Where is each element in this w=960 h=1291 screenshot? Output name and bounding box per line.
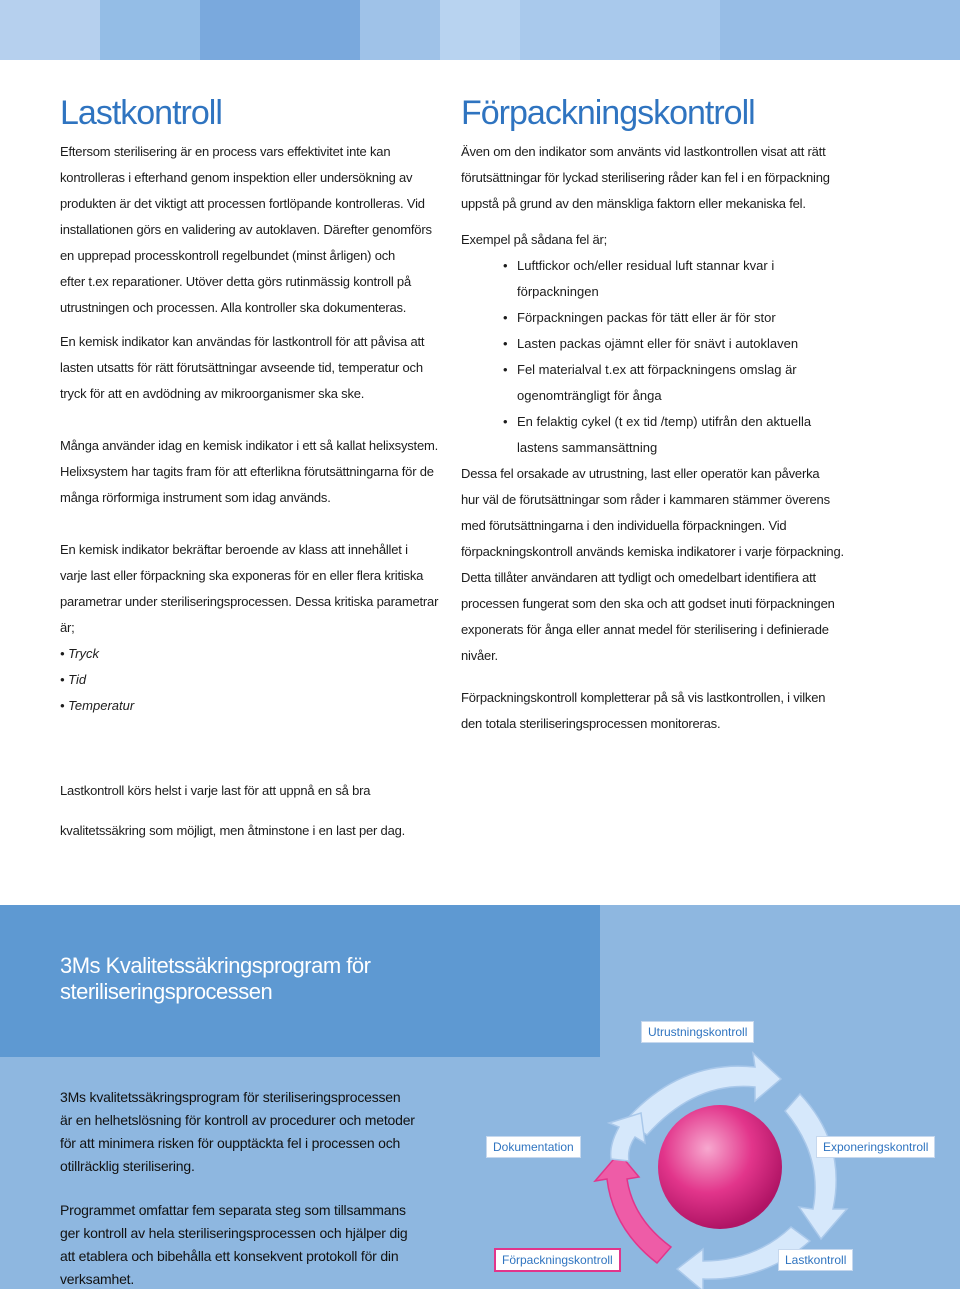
arrow-right — [785, 1094, 847, 1239]
left-para-3: Många använder idag en kemisk indikator i ett så kallat helixsystem. Helixsystem har tagits fram för att efterlikna förutsättningarna för de många rörformiga instrument som idag används. — [60, 438, 439, 505]
left-para-1: Eftersom sterilisering är en process vars effektivitet inte kan kontrolleras i efterhand genom inspektion eller undersökning av produkten är det viktigt att processen fortlöpande kontrolleras. Vid installationen görs en validering av autoklaven. Därefter genomförs en upprepad processkontroll regelbundet (minst årligen) och efter t.ex reparationer. Utöver detta görs rutinmässig kontroll på utrustningen och processen. Alla kontroller ska dokumenteras. — [60, 144, 432, 315]
center-sphere — [658, 1105, 782, 1229]
program-description-2: Programmet omfattar fem separata steg som tillsammans ger kontroll av hela steriliseringsprocessen och hjälper dig att etablera och bibehålla ett konsekvent protokoll för din verksamhet. — [60, 1202, 408, 1287]
left-para-4: En kemisk indikator bekräftar beroende av klass att innehållet i varje last eller förpackning ska exponeras för en eller flera kritiska parametrar under steriliseringsprocessen. Dessa kritiska parametrar är; — [60, 542, 439, 635]
list-item: • Tid — [60, 672, 87, 687]
right-para-1: Även om den indikator som använts vid lastkontrollen visat att rätt förutsättningar för lyckad sterilisering råder kan fel i en förpackning uppstå på grund av den mänskliga faktorn eller mekaniska fel. — [461, 144, 830, 211]
lastkontroll-summary: Lastkontroll körs helst i varje last för att uppnå en så bra kvalitetssäkring som möjligt, men åtminstone i en last per dag. — [60, 783, 406, 838]
cycle-label-utrustningskontroll: Utrustningskontroll — [641, 1021, 754, 1043]
list-item: • Tryck — [60, 646, 99, 661]
forpackningskontroll-heading: Förpackningskontroll — [461, 94, 755, 132]
cycle-label-lastkontroll: Lastkontroll — [778, 1249, 853, 1271]
left-para-2: En kemisk indikator kan användas för lastkontroll för att påvisa att lasten utsatts för rätt förutsättningar avseende tid, temperatur och tryck för att en avdödning av mikroorganismer ska ske. — [60, 334, 425, 401]
examples-intro: Exempel på sådana fel är; — [461, 232, 608, 247]
program-description-1: 3Ms kvalitetssäkringsprogram för steriliseringsprocessen är en helhetslösning för kontroll av procedurer och metoder för att minimera risken för oupptäckta fel i processen och otillräcklig sterilisering. — [60, 1089, 415, 1174]
cycle-label-exponeringskontroll: Exponeringskontroll — [816, 1136, 935, 1158]
list-item: • Temperatur — [60, 698, 135, 713]
cycle-label-dokumentation: Dokumentation — [486, 1136, 581, 1158]
right-para-3: Förpackningskontroll kompletterar på så vis lastkontrollen, i vilken den totala steriliseringsprocessen monitoreras. — [461, 690, 826, 731]
cycle-label-forpackningskontroll: Förpackningskontroll — [494, 1248, 621, 1272]
arrow-left — [609, 1113, 645, 1161]
list-item: • Luftfickor och/eller residual luft stannar kvar i förpackningen — [503, 258, 775, 299]
critical-parameters-list — [60, 641, 445, 719]
error-examples-list — [461, 253, 901, 461]
list-item: • Förpackningen packas för tätt eller är för stor — [503, 310, 776, 325]
right-para-2: Dessa fel orsakade av utrustning, last eller operatör kan påverka hur väl de förutsättningar som råder i kammaren stämmer överens med förutsättningarna i den individuella förpackningen. Vid förpackningskontroll används kemiska indikatorer i varje förpackning. Detta tillåter användaren att tydligt och omedelbart identifiera att processen fungerat som den ska och att godset inuti förpackningen exponerats för ånga eller annat medel för sterilisering i definierade nivåer. — [461, 466, 844, 663]
top-color-band — [0, 0, 960, 60]
lastkontroll-heading: Lastkontroll — [60, 94, 222, 132]
program-title: 3Ms Kvalitetssäkringsprogram för steriliseringsprocessen — [60, 953, 371, 1004]
list-item: • Lasten packas ojämnt eller för snävt i autoklaven — [503, 336, 799, 351]
list-item: • En felaktig cykel (t ex tid /temp) utifrån den aktuella lastens sammansättning — [503, 414, 812, 455]
right-column — [461, 94, 901, 737]
left-column — [60, 94, 445, 719]
list-item: • Fel materialval t.ex att förpackningens omslag är ogenomträngligt för ånga — [503, 362, 797, 403]
